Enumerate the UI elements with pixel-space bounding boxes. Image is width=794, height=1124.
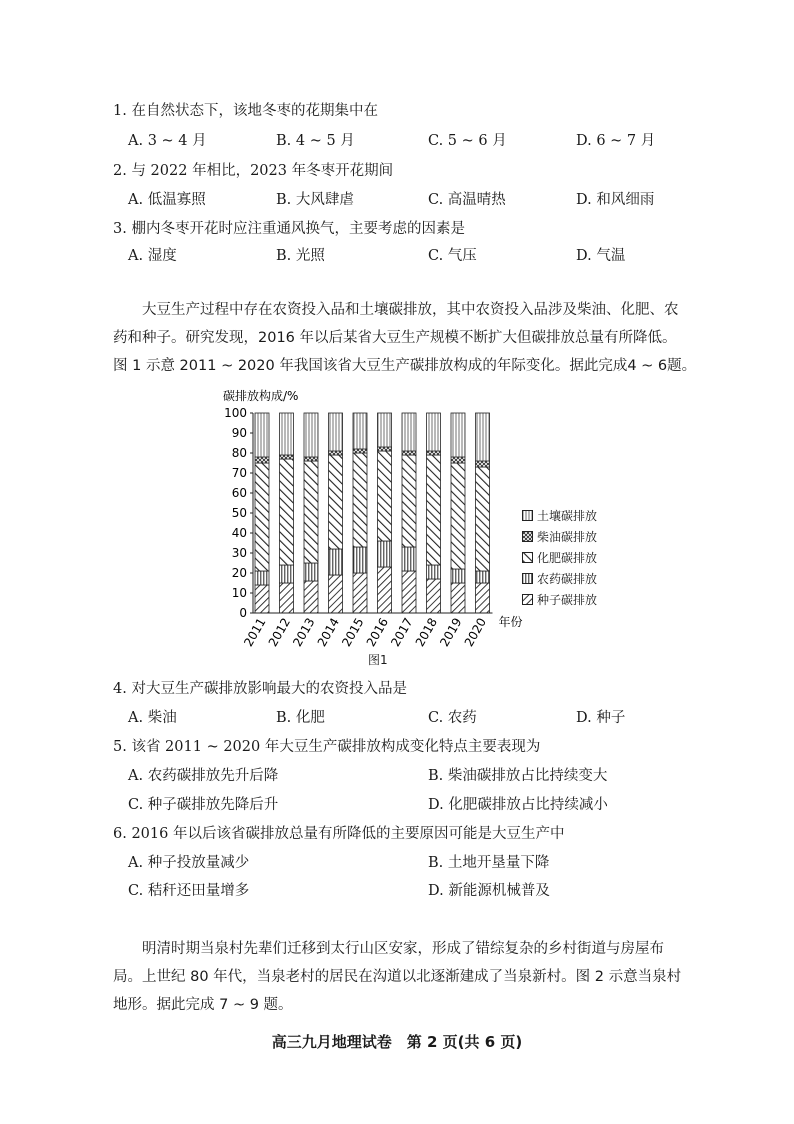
question-3-option-d: D. 气温 xyxy=(576,248,626,264)
question-6-option-a: A. 种子投放量减少 xyxy=(128,855,250,871)
passage-2-line-1: 明清时期当泉村先辈们迁移到太行山区安家，形成了错综复杂的乡村街道与房屋布 xyxy=(142,941,664,957)
question-5-option-b: B. 柴油碳排放占比持续变大 xyxy=(428,768,608,784)
question-2-stem: 2. 与 2022 年相比，2023 年冬枣开花期间 xyxy=(113,163,394,179)
bar-segment-seed-2017 xyxy=(402,571,416,613)
legend-label-pesticide: 农药碳排放 xyxy=(537,572,598,586)
question-6-option-b: B. 土地开垦量下降 xyxy=(428,855,550,871)
x-tick-label: 2013 xyxy=(290,615,318,649)
bar-segment-seed-2014 xyxy=(329,575,343,613)
y-tick-label: 50 xyxy=(231,506,247,520)
y-tick-label: 90 xyxy=(231,426,247,440)
bar-segment-soil-2012 xyxy=(280,413,294,455)
y-tick-label: 100 xyxy=(224,406,247,420)
question-1-option-a: A. 3 ~ 4 月 xyxy=(128,133,207,149)
question-3-option-b: B. 光照 xyxy=(276,248,325,264)
bar-segment-fertilizer-2011 xyxy=(255,463,269,571)
legend-label-soil: 土壤碳排放 xyxy=(537,509,598,523)
legend-item-fertilizer xyxy=(522,547,597,568)
bar-segment-seed-2020 xyxy=(476,583,490,613)
question-1-option-d: D. 6 ~ 7 月 xyxy=(576,133,656,149)
bar-segment-fertilizer-2013 xyxy=(304,461,318,563)
legend-swatch-fertilizer xyxy=(522,552,533,563)
y-tick-label: 60 xyxy=(231,486,247,500)
y-tick-label: 10 xyxy=(231,586,247,600)
bar-segment-seed-2011 xyxy=(255,585,269,613)
page-footer: 高三九月地理试卷 第 2 页(共 6 页) xyxy=(271,1033,523,1051)
question-3-stem: 3. 棚内冬枣开花时应注重通风换气，主要考虑的因素是 xyxy=(113,221,465,237)
bar-segment-pesticide-2014 xyxy=(329,549,343,575)
x-tick-label: 2019 xyxy=(437,615,465,649)
bar-segment-diesel-2019 xyxy=(451,457,465,463)
passage-1-line-1: 大豆生产过程中存在农资投入品和土壤碳排放，其中农资投入品涉及柴油、化肥、农 xyxy=(142,302,679,318)
passage-1-line-3: 图 1 示意 2011 ~ 2020 年我国该省大豆生产碳排放构成的年际变化。据此完成4 ~ 6题。 xyxy=(113,358,697,374)
bar-segment-diesel-2020 xyxy=(476,461,490,467)
passage-2-line-2: 局。上世纪 80 年代，当泉老村的居民在沟道以北逐渐建成了当泉新村。图 2 示意当泉村 xyxy=(113,969,682,985)
bar-segment-pesticide-2017 xyxy=(402,547,416,571)
bar-segment-seed-2019 xyxy=(451,583,465,613)
legend-swatch-soil xyxy=(522,510,533,521)
question-6-option-c: C. 秸秆还田量增多 xyxy=(128,883,250,899)
carbon-emission-chart xyxy=(218,386,528,656)
bar-segment-fertilizer-2015 xyxy=(353,453,367,547)
legend-swatch-diesel xyxy=(522,531,533,542)
bar-segment-fertilizer-2016 xyxy=(378,451,392,541)
figure-caption: 图1 xyxy=(368,653,388,667)
bar-segment-seed-2012 xyxy=(280,583,294,613)
bar-segment-soil-2014 xyxy=(329,413,343,451)
bar-segment-soil-2020 xyxy=(476,413,490,461)
x-tick-label: 2016 xyxy=(363,615,392,649)
legend-item-diesel xyxy=(522,526,597,547)
passage-2 xyxy=(113,935,723,1019)
y-axis-label: 碳排放构成/% xyxy=(223,389,299,403)
bar-segment-pesticide-2015 xyxy=(353,547,367,573)
question-4-option-b: B. 化肥 xyxy=(276,710,325,726)
question-2-option-c: C. 高温晴热 xyxy=(428,192,506,208)
legend-swatch-pesticide xyxy=(522,573,533,584)
bar-segment-pesticide-2011 xyxy=(255,571,269,585)
question-2-option-b: B. 大风肆虐 xyxy=(276,192,354,208)
question-2-option-d: D. 和风细雨 xyxy=(576,192,655,208)
bar-segment-pesticide-2016 xyxy=(378,541,392,567)
question-4-option-c: C. 农药 xyxy=(428,710,477,726)
x-axis-label: 年份 xyxy=(498,615,523,629)
passage-1-line-2: 药和种子。研究发现，2016 年以后某省大豆生产规模不断扩大但碳排放总量有所降低。 xyxy=(113,330,677,346)
question-1-stem: 1. 在自然状态下，该地冬枣的花期集中在 xyxy=(113,103,378,119)
bar-segment-fertilizer-2020 xyxy=(476,467,490,571)
x-tick-label: 2017 xyxy=(388,615,416,649)
bar-segment-diesel-2011 xyxy=(255,457,269,463)
bar-segment-diesel-2017 xyxy=(402,451,416,455)
chart-legend xyxy=(522,505,597,610)
question-5-option-a: A. 农药碳排放先升后降 xyxy=(128,768,279,784)
question-6-option-d: D. 新能源机械普及 xyxy=(428,883,550,899)
bar-segment-pesticide-2020 xyxy=(476,571,490,583)
x-tick-label: 2018 xyxy=(412,615,441,649)
bar-segment-fertilizer-2017 xyxy=(402,455,416,547)
x-tick-label: 2015 xyxy=(339,615,367,649)
bar-segment-pesticide-2013 xyxy=(304,563,318,581)
bar-segment-pesticide-2019 xyxy=(451,569,465,583)
bar-segment-seed-2018 xyxy=(427,579,441,613)
question-5-option-d: D. 化肥碳排放占比持续减小 xyxy=(428,797,608,813)
question-1-option-b: B. 4 ~ 5 月 xyxy=(276,133,355,149)
bar-segment-soil-2018 xyxy=(427,413,441,451)
bar-segment-fertilizer-2018 xyxy=(427,455,441,565)
y-tick-label: 40 xyxy=(231,526,247,540)
passage-2-line-3: 地形。据此完成 7 ~ 9 题。 xyxy=(113,997,293,1013)
question-4-option-a: A. 柴油 xyxy=(128,710,177,726)
bar-segment-diesel-2013 xyxy=(304,457,318,461)
legend-item-soil xyxy=(522,505,597,526)
bar-segment-pesticide-2012 xyxy=(280,565,294,583)
bar-segment-diesel-2012 xyxy=(280,455,294,459)
bar-segment-seed-2013 xyxy=(304,581,318,613)
y-tick-label: 70 xyxy=(231,466,247,480)
question-4-option-d: D. 种子 xyxy=(576,710,626,726)
bar-segment-diesel-2015 xyxy=(353,449,367,453)
bar-segment-pesticide-2018 xyxy=(427,565,441,579)
bar-segment-soil-2017 xyxy=(402,413,416,451)
y-tick-label: 20 xyxy=(231,566,247,580)
bar-segment-soil-2016 xyxy=(378,413,392,447)
bar-segment-fertilizer-2012 xyxy=(280,459,294,565)
question-3-option-c: C. 气压 xyxy=(428,248,477,264)
legend-label-diesel: 柴油碳排放 xyxy=(537,530,598,544)
legend-label-fertilizer: 化肥碳排放 xyxy=(537,551,598,565)
legend-swatch-seed xyxy=(522,594,533,605)
question-4-stem: 4. 对大豆生产碳排放影响最大的农资投入品是 xyxy=(113,681,407,697)
x-tick-label: 2012 xyxy=(265,615,294,649)
bar-segment-soil-2011 xyxy=(255,413,269,457)
x-tick-label: 2020 xyxy=(461,615,490,649)
question-6-stem: 6. 2016 年以后该省碳排放总量有所降低的主要原因可能是大豆生产中 xyxy=(113,826,565,842)
bar-segment-diesel-2016 xyxy=(378,447,392,451)
question-5-stem: 5. 该省 2011 ~ 2020 年大豆生产碳排放构成变化特点主要表现为 xyxy=(113,739,541,755)
bar-segment-soil-2013 xyxy=(304,413,318,457)
legend-label-seed: 种子碳排放 xyxy=(537,593,598,607)
question-5-option-c: C. 种子碳排放先降后升 xyxy=(128,797,279,813)
question-1-option-c: C. 5 ~ 6 月 xyxy=(428,133,507,149)
bar-segment-seed-2016 xyxy=(378,567,392,613)
bar-segment-soil-2015 xyxy=(353,413,367,449)
legend-item-seed xyxy=(522,589,597,610)
y-tick-label: 0 xyxy=(239,606,247,620)
y-tick-label: 30 xyxy=(231,546,247,560)
x-tick-label: 2014 xyxy=(314,615,343,649)
bar-segment-soil-2019 xyxy=(451,413,465,457)
bar-segment-diesel-2014 xyxy=(329,451,343,455)
question-3-option-a: A. 湿度 xyxy=(128,248,177,264)
bar-segment-fertilizer-2019 xyxy=(451,463,465,569)
bar-segment-seed-2015 xyxy=(353,573,367,613)
bar-segment-fertilizer-2014 xyxy=(329,455,343,549)
y-tick-label: 80 xyxy=(231,446,247,460)
legend-item-pesticide xyxy=(522,568,597,589)
bar-segment-diesel-2018 xyxy=(427,451,441,455)
passage-1 xyxy=(113,296,723,380)
question-2-option-a: A. 低温寡照 xyxy=(128,192,206,208)
x-tick-label: 2011 xyxy=(241,615,269,649)
